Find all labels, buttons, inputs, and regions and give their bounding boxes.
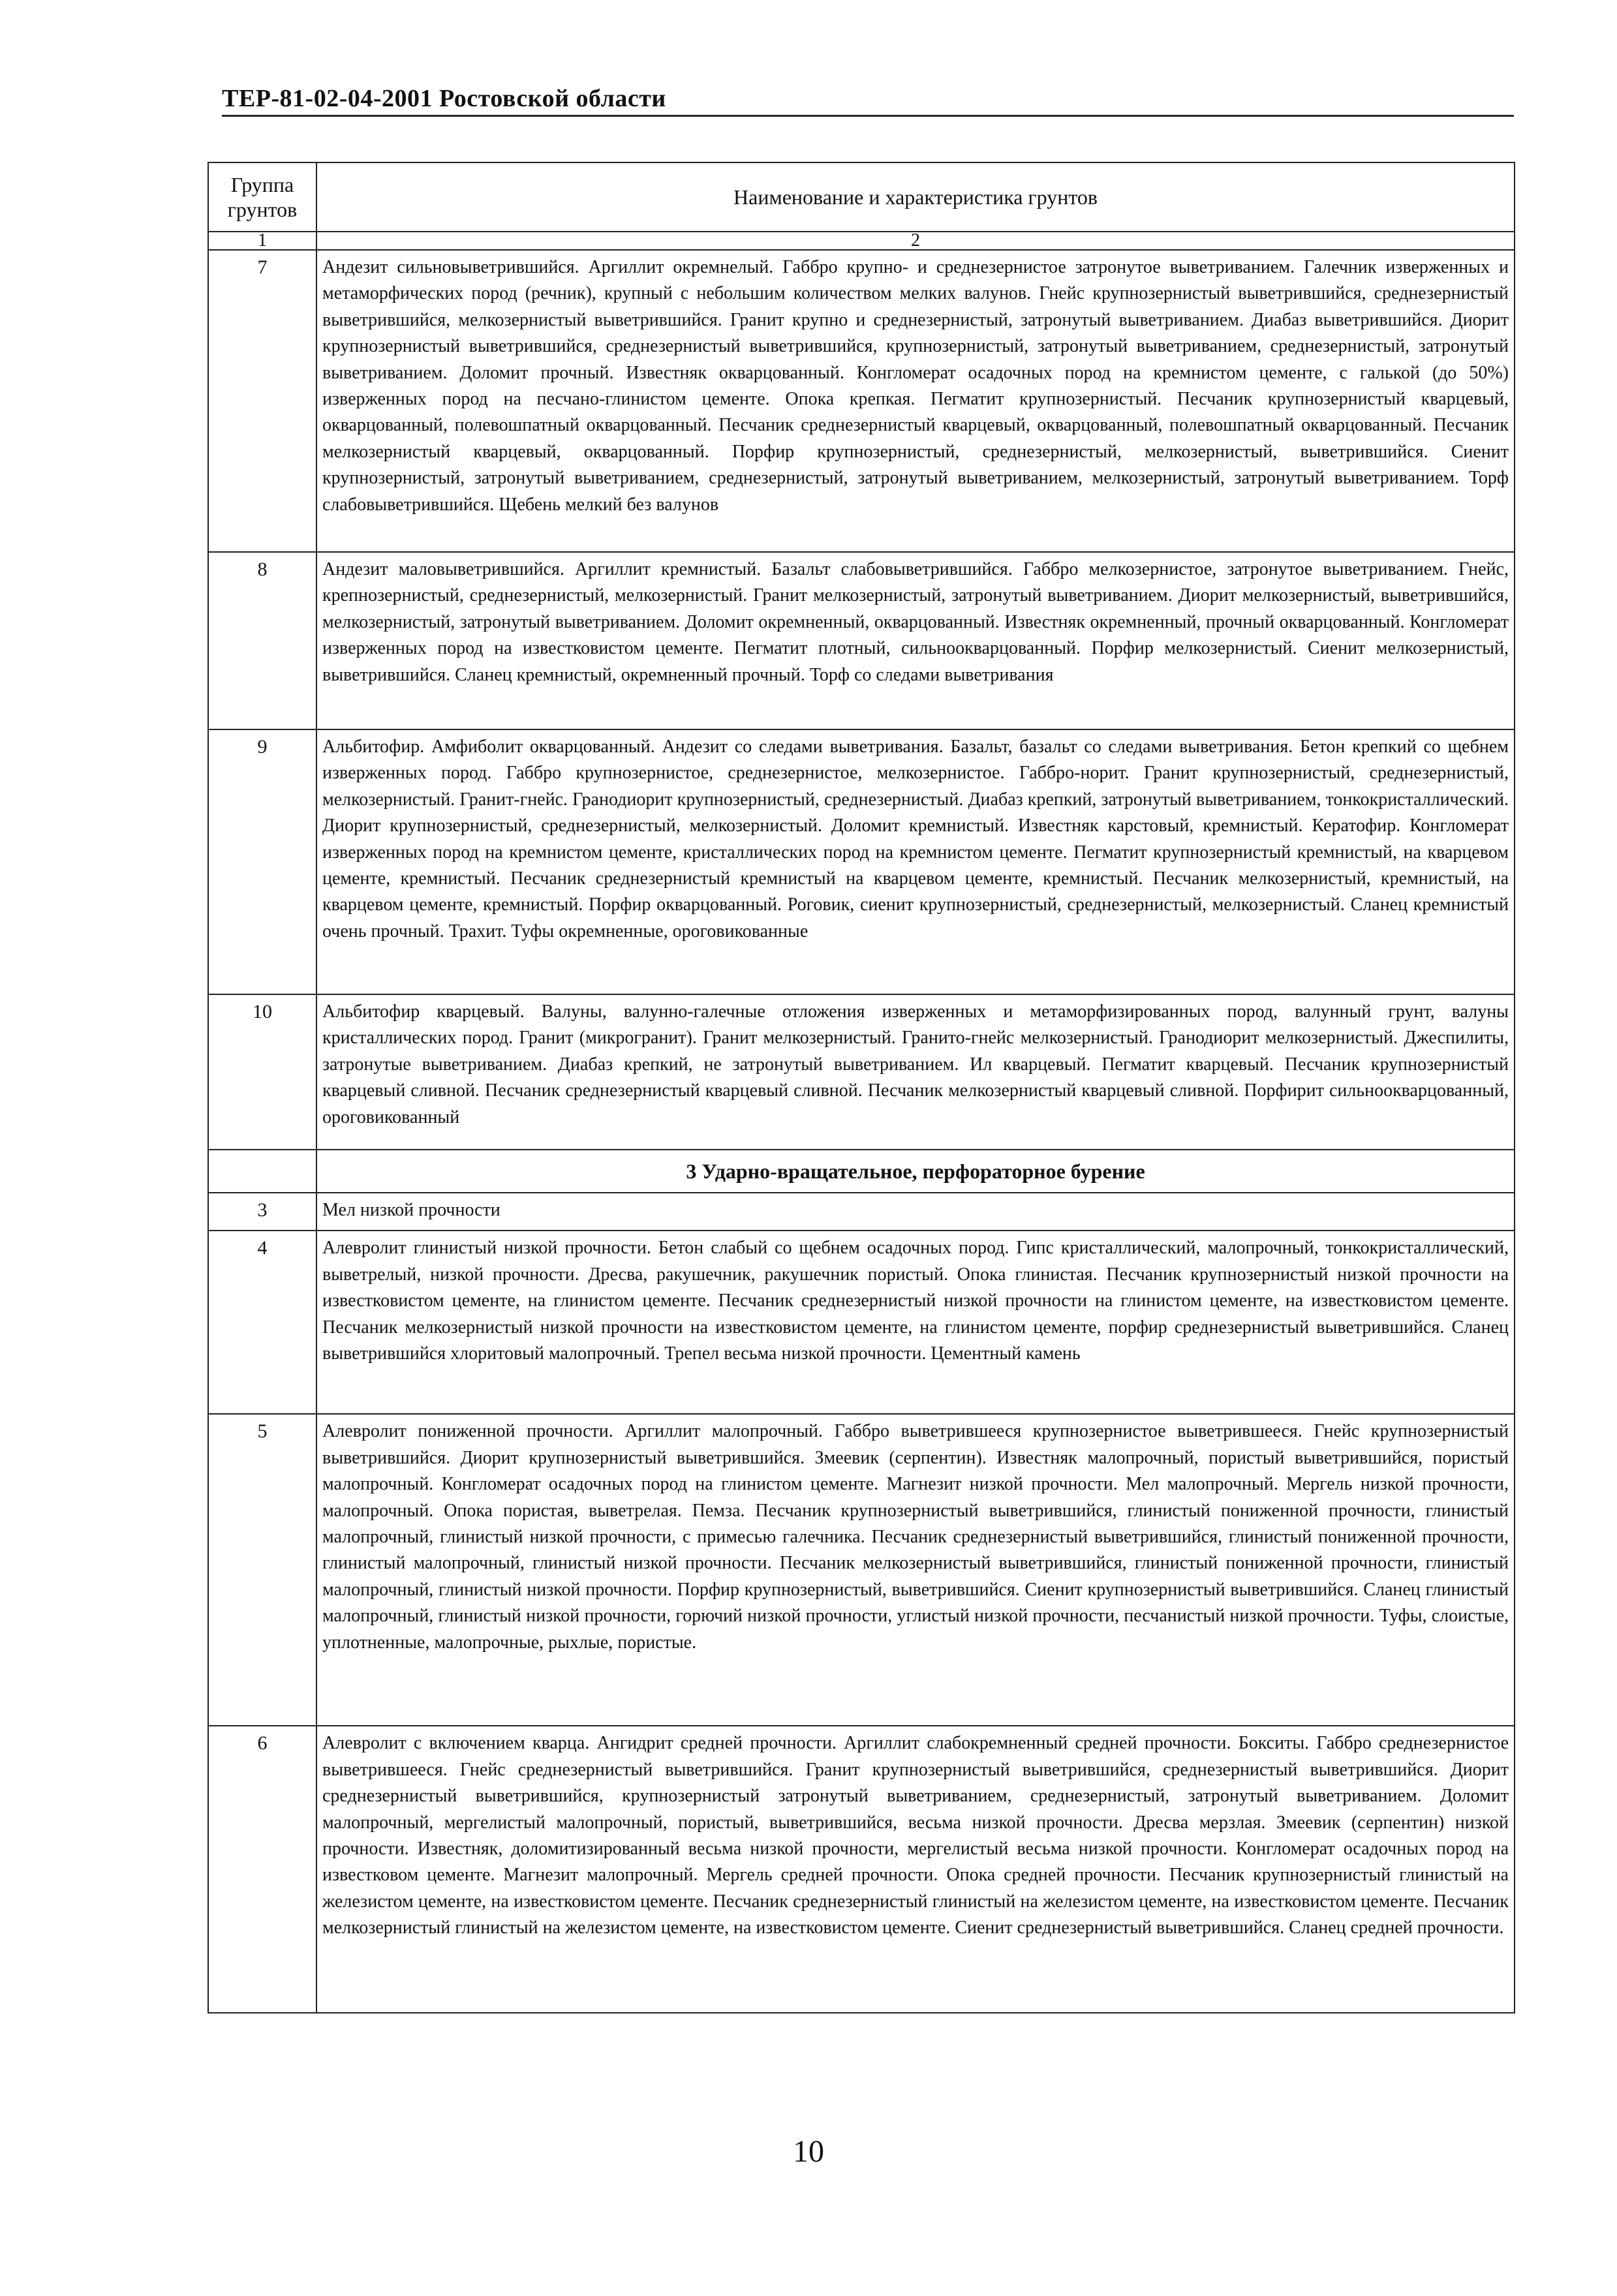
- page-number: 10: [793, 2134, 824, 2169]
- group-number: 7: [208, 250, 316, 552]
- soil-description: Андезит маловыветрившийся. Аргиллит кремнистый. Базальт слабовыветрившийся. Габбро мелкозернистое, затронутое выветриванием. Гнейс, крепнозернистый, среднезернистый, мелкозернистый. Гранит мелкозернистый, затронутый выветриванием. Диорит мелкозернистый, выветрившийся, мелкозернистый, затронутый выветриванием. Доломит окремненный, окварцованный. Известняк окремненный, прочный окварцованный. Конгломерат изверженных пород на известковистом цементе. Пегматит плотный, сильноокварцованный. Порфир мелкозернистый. Сиенит мелкозернистый, выветрившийся. Сланец кремнистый, окремненный прочный. Торф со следами выветривания: [316, 552, 1515, 729]
- soil-description: Алевролит с включением кварца. Ангидрит средней прочности. Аргиллит слабокремненный средней прочности. Бокситы. Габбро среднезернистое выветрившееся. Гнейс среднезернистый выветрившийся. Гранит крупнозернистый выветрившийся, среднезернистый выветрившийся. Диорит среднезернистый выветрившийся, крупнозернистый затронутый выветриванием, среднезернистый, затронутый выветриванием. Доломит малопрочный, мергелистый малопрочный, пористый, выветрившийся, весьма низкой прочности. Дресва мерзлая. Змеевик (серпентин) низкой прочности. Известняк, доломитизированный весьма низкой прочности, мергелистый весьма низкой прочности. Конгломерат осадочных пород на известковом цементе. Магнезит малопрочный. Мергель средней прочности. Опока средней прочности. Песчаник крупнозернистый глинистый на железистом цементе, на известковистом цементе. Песчаник среднезернистый глинистый на железистом цементе, на известковистом цементе. Песчаник мелкозернистый глинистый на железистом цементе, на известковистом цементе. Сиенит среднезернистый выветрившийся. Сланец средней прочности.: [316, 1726, 1515, 2013]
- column-header-group: Группа грунтов: [208, 162, 316, 232]
- table-row: [208, 729, 1515, 994]
- soil-description: Андезит сильновыветрившийся. Аргиллит окремнелый. Габбро крупно- и среднезернистое затронутое выветриванием. Галечник изверженных и метаморфических пород (речник), крупный с небольшим количеством мелких валунов. Гнейс крупнозернистый выветрившийся, среднезернистый выветрившийся, мелкозернистый выветрившийся. Гранит крупно и среднезернистый, затронутый выветриванием. Диабаз выветрившийся. Диорит крупнозернистый выветрившийся, среднезернистый выветрившийся, крупнозернистый, затронутый выветриванием, среднезернистый, затронутый выветриванием. Доломит прочный. Известняк окварцованный. Конгломерат осадочных пород на кремнистом цементе, с галькой (до 50%) изверженных пород на песчано-глинистом цементе. Опока крепкая. Пегматит крупнозернистый. Песчаник крупнозернистый кварцевый, окварцованный, полевошпатный окварцованный. Песчаник среднезернистый кварцевый, окварцованный, полевошпатный окварцованный. Песчаник мелкозернистый кварцевый, окварцованный. Порфир крупнозернистый, среднезернистый, мелкозернистый, выветрившийся. Сиенит крупнозернистый, затронутый выветриванием, среднезернистый, затронутый выветриванием, мелкозернистый, затронутый выветриванием. Торф слабовыветрившийся. Щебень мелкий без валунов: [316, 250, 1515, 552]
- table-row: [208, 1193, 1515, 1231]
- table-header-row: [208, 162, 1515, 232]
- table-row: [208, 250, 1515, 552]
- section-row: [208, 1150, 1515, 1193]
- soil-description: Алевролит глинистый низкой прочности. Бетон слабый со щебнем осадочных пород. Гипс кристаллический, малопрочный, тонкокристаллический, выветрелый, низкой прочности. Дресва, ракушечник, ракушечник пористый. Опока глинистая. Песчаник крупнозернистый низкой прочности на известковистом цементе, на глинистом цементе. Песчаник среднезернистый низкой прочности на глинистом цементе, на известковистом цементе. Песчаник мелкозернистый низкой прочности на известковистом цементе, на глинистом цементе, порфир среднезернистый выветрившийся. Сланец выветрившийся хлоритовый малопрочный. Трепел весьма низкой прочности. Цементный камень: [316, 1231, 1515, 1414]
- table-row: [208, 1414, 1515, 1726]
- soil-description: Алевролит пониженной прочности. Аргиллит малопрочный. Габбро выветрившееся крупнозернистое выветрившееся. Гнейс крупнозернистый выветрившийся. Диорит крупнозернистый выветрившийся. Змеевик (серпентин). Известняк малопрочный, пористый выветрившийся, пористый малопрочный. Конгломерат осадочных пород на глинистом цементе. Магнезит низкой прочности. Мел малопрочный. Мергель низкой прочности, малопрочный. Опока пористая, выветрелая. Пемза. Песчаник крупнозернистый выветрившийся, глинистый пониженной прочности, глинистый малопрочный, глинистый низкой прочности, с примесью галечника. Песчаник среднезернистый выветрившийся, глинистый пониженной прочности, глинистый малопрочный, глинистый низкой прочности. Песчаник мелкозернистый выветрившийся, глинистый пониженной прочности, глинистый малопрочный, глинистый низкой прочности. Порфир крупнозернистый, выветрившийся. Сиенит крупнозернистый выветрившийся. Сланец глинистый малопрочный, глинистый низкой прочности, горючий низкой прочности, углистый низкой прочности, песчанистый низкой прочности. Туфы, слоистые, уплотненные, малопрочные, рыхлые, пористые.: [316, 1414, 1515, 1726]
- section-title: 3 Ударно-вращательное, перфораторное бурение: [316, 1150, 1515, 1193]
- group-number: 5: [208, 1414, 316, 1726]
- column-header-name: Наименование и характеристика грунтов: [316, 162, 1515, 232]
- table-row: [208, 1726, 1515, 2013]
- soil-description: Мел низкой прочности: [316, 1193, 1515, 1231]
- soil-description: Альбитофир кварцевый. Валуны, валунно-галечные отложения изверженных и метаморфизированных пород, валунный грунт, валуны кристаллических пород. Гранит (микрогранит). Гранит мелкозернистый. Гранито-гнейс мелкозернистый. Гранодиорит мелкозернистый. Джеспилиты, затронутые выветриванием. Диабаз крепкий, не затронутый выветриванием. Ил кварцевый. Пегматит кварцевый. Песчаник крупнозернистый кварцевый сливной. Песчаник среднезернистый кварцевый сливной. Песчаник мелкозернистый кварцевый сливной. Порфирит сильноокварцованный, ороговикованный: [316, 994, 1515, 1150]
- group-number: 9: [208, 729, 316, 994]
- table-row: [208, 552, 1515, 729]
- column-index-2: 2: [316, 232, 1515, 250]
- column-index-row: [208, 232, 1515, 250]
- soil-groups-table: [208, 162, 1515, 2013]
- group-number: 3: [208, 1193, 316, 1231]
- group-number: 10: [208, 994, 316, 1150]
- section-spacer: [208, 1150, 316, 1193]
- soil-description: Альбитофир. Амфиболит окварцованный. Андезит со следами выветривания. Базальт, базальт со следами выветривания. Бетон крепкий со щебнем изверженных пород. Габбро крупнозернистое, среднезернистое, мелкозернистое. Габбро-норит. Гранит крупнозернистый, среднезернистый, мелкозернистый. Гранит-гнейс. Гранодиорит крупнозернистый, среднезернистый. Диабаз крепкий, затронутый выветриванием, тонкокристаллический. Диорит крупнозернистый, среднезернистый, мелкозернистый. Доломит кремнистый. Известняк карстовый, кремнистый. Кератофир. Конгломерат изверженных пород на кремнистом цементе, кристаллических пород на кремнистом цементе. Пегматит крупнозернистый кремнистый, на кварцевом цементе, кремнистый. Песчаник среднезернистый кремнистый на кварцевом цементе, кремнистый. Песчаник мелкозернистый, кремнистый, на кварцевом цементе, кремнистый. Порфир окварцованный. Роговик, сиенит крупнозернистый, среднезернистый, мелкозернистый. Сланец кремнистый очень прочный. Трахит. Туфы окремненные, ороговикованные: [316, 729, 1515, 994]
- group-number: 8: [208, 552, 316, 729]
- table-row: [208, 994, 1515, 1150]
- column-index-1: 1: [208, 232, 316, 250]
- group-number: 4: [208, 1231, 316, 1414]
- page-header: ТЕР-81-02-04-2001 Ростовской области: [222, 84, 1514, 117]
- group-number: 6: [208, 1726, 316, 2013]
- table-row: [208, 1231, 1515, 1414]
